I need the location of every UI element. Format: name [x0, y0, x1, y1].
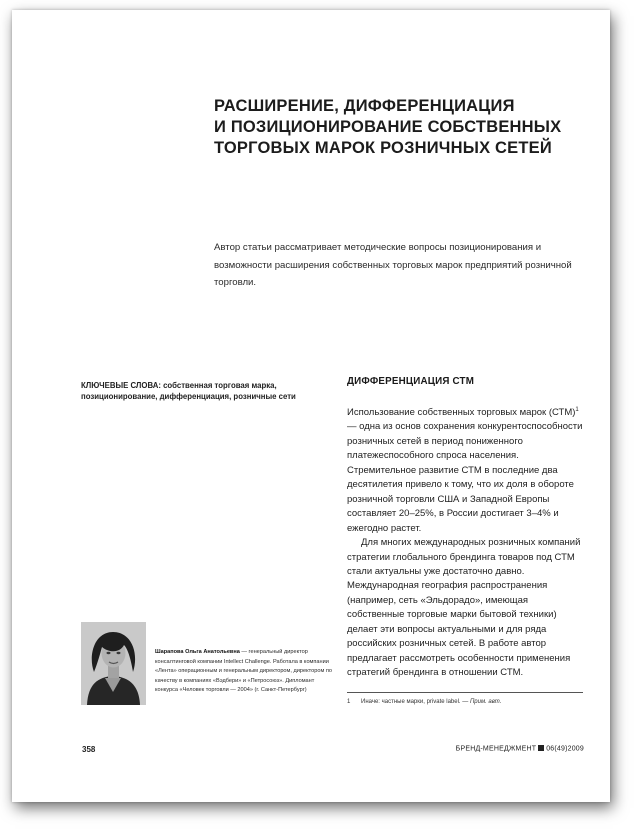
body-paragraph-1	[347, 406, 583, 536]
title-line-2: И ПОЗИЦИОНИРОВАНИЕ СОБСТВЕННЫХ	[214, 118, 562, 136]
author-bio-text: — генеральный директор консалтинговой компании Intellect Challenge. Работала в компании «Лента» операционным и генеральным директором, директором по качеству в компаниях «Вэдбери» и «Петросоюз». Дипломант конкурса «Человек торговли — 2004» (г. Санкт-Петербург)	[155, 649, 332, 693]
para1-rest: — одна из основ сохранения конкурентоспособности розничных сетей в период пониженного платежеспособного спроса населения. Стремительное развитие СТМ в последние два десятилетия привело к тому, что их доля в обороте розничной торговли США и Западной Европы составляет 20–25%, в России достигает 3–4% и ежегодно растет.	[347, 421, 583, 534]
author-portrait-image	[81, 622, 146, 705]
square-bullet-icon	[538, 745, 544, 751]
author-name: Шарапова Ольга Анатольевна	[155, 649, 240, 655]
footnote-ref: 1	[575, 406, 579, 413]
title-line-1: РАСШИРЕНИЕ, ДИФФЕРЕНЦИАЦИЯ	[214, 97, 515, 115]
footnote-divider	[347, 692, 583, 693]
footnote-mark: 1	[347, 699, 351, 705]
footnote-text: Иначе: частные марки, private label. —	[361, 699, 470, 705]
section-heading: ДИФФЕРЕНЦИАЦИЯ СТМ	[347, 376, 475, 387]
journal-name: БРЕНД-МЕНЕДЖМЕНТ	[455, 745, 537, 753]
author-photo	[81, 622, 146, 705]
article-title	[214, 96, 594, 159]
para1-start: Использование собственных торговых марок (СТМ)	[347, 407, 576, 418]
body-text	[347, 406, 583, 681]
author-bio	[155, 648, 335, 696]
journal-page	[12, 10, 610, 802]
page-number: 358	[82, 745, 96, 754]
body-paragraph-2: Для многих международных розничных компаний стратегии глобального брендинга товаров под СТМ стали актуальны уже достаточно давно. Международная география распространения (например, сеть «Эльдорадо», имеющая собственные торговые марки бытовой техники) делает эти вопросы актуальными и для ряда российских розничных сетей. В работе автор предлагает рассмотреть особенности применения стратегий брендинга в отношении СТМ.	[347, 537, 581, 679]
keywords-text: собственная торговая марка, позиционирование, дифференциация, розничные сети	[81, 381, 296, 401]
keywords-block	[81, 380, 331, 402]
article-lead: Автор статьи рассматривает методические вопросы позиционирования и возможности расширения собственных торговых марок предприятий розничной торговли.	[214, 242, 572, 288]
keywords-label: КЛЮЧЕВЫЕ СЛОВА:	[81, 381, 161, 390]
journal-footer	[450, 745, 584, 753]
footnote-note: Прим. авт.	[469, 699, 502, 705]
footnote	[347, 698, 583, 707]
journal-issue: 06(49)2009	[546, 745, 584, 753]
title-line-3: ТОРГОВЫХ МАРОК РОЗНИЧНЫХ СЕТЕЙ	[214, 139, 552, 157]
